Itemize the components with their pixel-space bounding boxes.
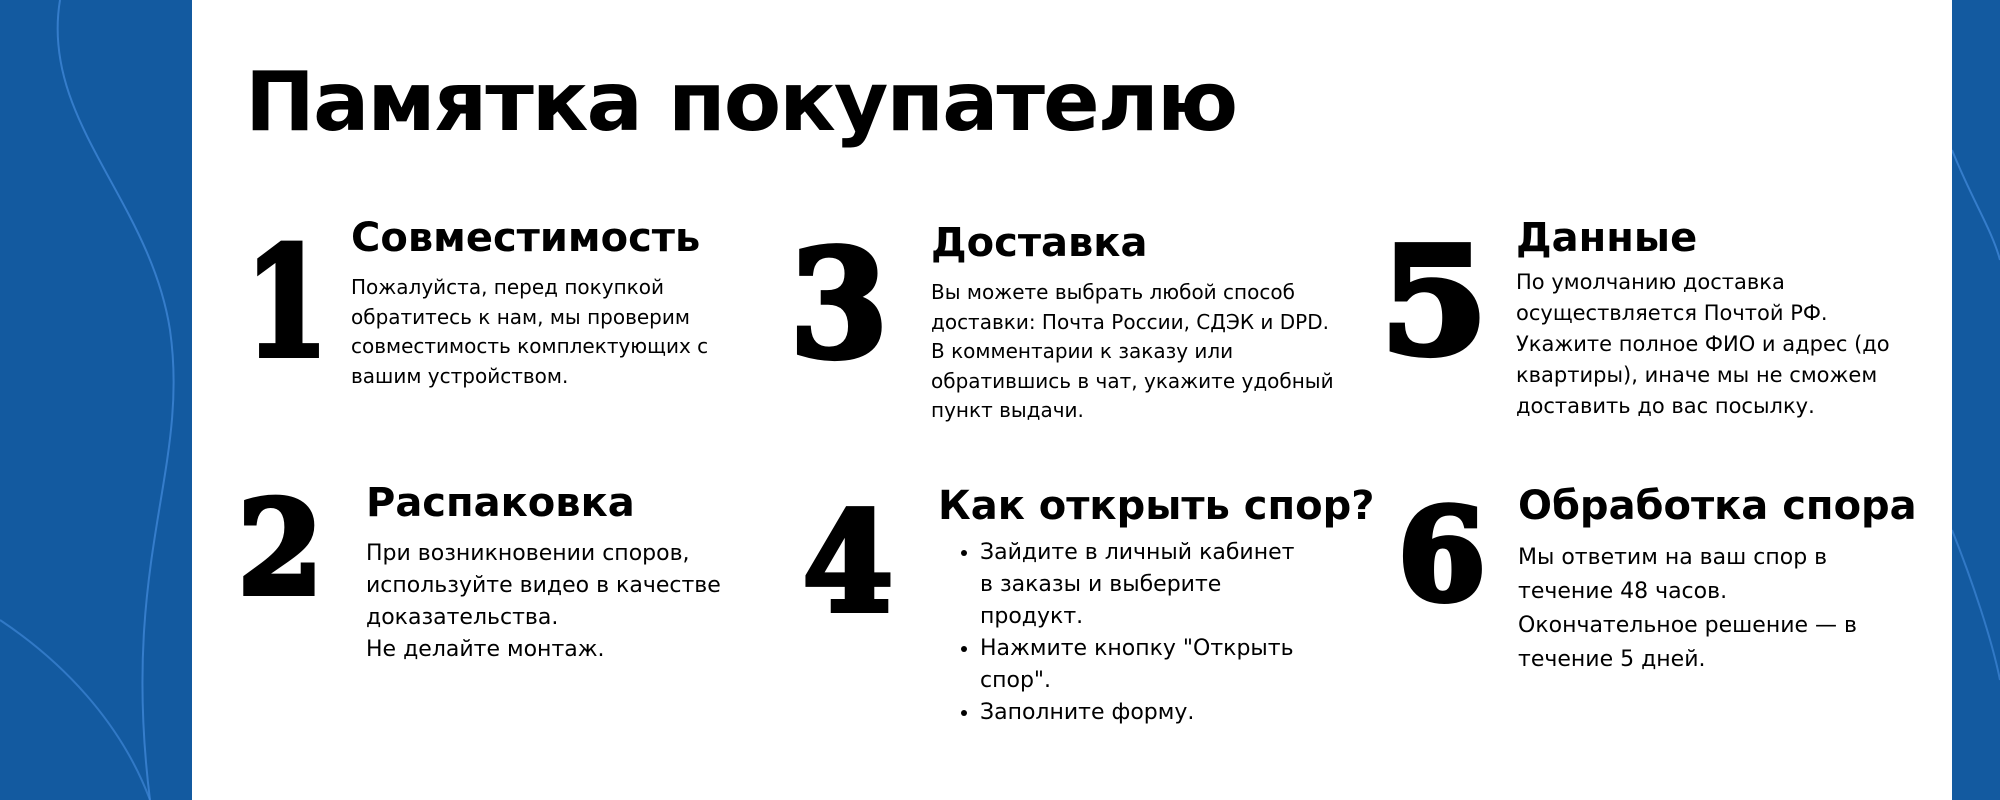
section-delivery — [931, 220, 1334, 426]
section-text: При возникновении споров, используйте видео в качестве доказательства. Не делайте монтаж. — [366, 541, 721, 662]
section-dispute-processing — [1518, 483, 1917, 677]
section-heading: Данные — [1516, 215, 1698, 261]
page-title: Памятка покупателю — [245, 55, 1237, 150]
section-heading: Распаковка — [366, 480, 635, 526]
section-text: Мы ответим на ваш спор в течение 48 часов. Окончательное решение — в течение 5 дней. — [1518, 545, 1858, 672]
step-number-1: 1 — [245, 215, 329, 391]
decorative-curves-right — [1952, 0, 2000, 800]
list-item: • Нажмите кнопку "Открыть спор". — [980, 633, 1310, 697]
section-heading: Как открыть спор? — [938, 483, 1375, 529]
section-heading: Обработка спора — [1518, 483, 1917, 529]
list-item: • Заполните форму. — [980, 697, 1310, 729]
section-unpacking — [366, 480, 721, 666]
section-text: Пожалуйста, перед покупкой обратитесь к нам, мы проверим совместимость комплектующих с вашим устройством. — [351, 275, 709, 388]
decorative-curves — [0, 0, 192, 800]
section-heading: Совместимость — [351, 215, 701, 261]
dispute-steps-list — [938, 537, 1310, 729]
section-data — [1516, 215, 1890, 422]
section-text: Вы можете выбрать любой способ доставки: Почта России, СДЭК и DPD. В комментарии к заказу или обратившись в чат, укажите удобный пункт выдачи. — [931, 280, 1334, 422]
section-heading: Доставка — [931, 220, 1148, 266]
step-number-4: 4 — [803, 483, 893, 643]
step-number-3: 3 — [790, 217, 888, 391]
section-compatibility — [351, 215, 708, 391]
step-number-5: 5 — [1380, 214, 1489, 388]
list-item: • Зайдите в личный кабинет в заказы и выберите продукт. — [980, 537, 1310, 633]
right-decorative-panel — [1952, 0, 2000, 800]
section-open-dispute — [938, 483, 1375, 729]
step-number-2: 2 — [238, 474, 323, 624]
step-number-6: 6 — [1398, 481, 1486, 629]
section-text: По умолчанию доставка осуществляется Почтой РФ. Укажите полное ФИО и адрес (до квартиры), иначе мы не сможем доставить до вас посылку. — [1516, 270, 1890, 418]
left-decorative-panel — [0, 0, 192, 800]
